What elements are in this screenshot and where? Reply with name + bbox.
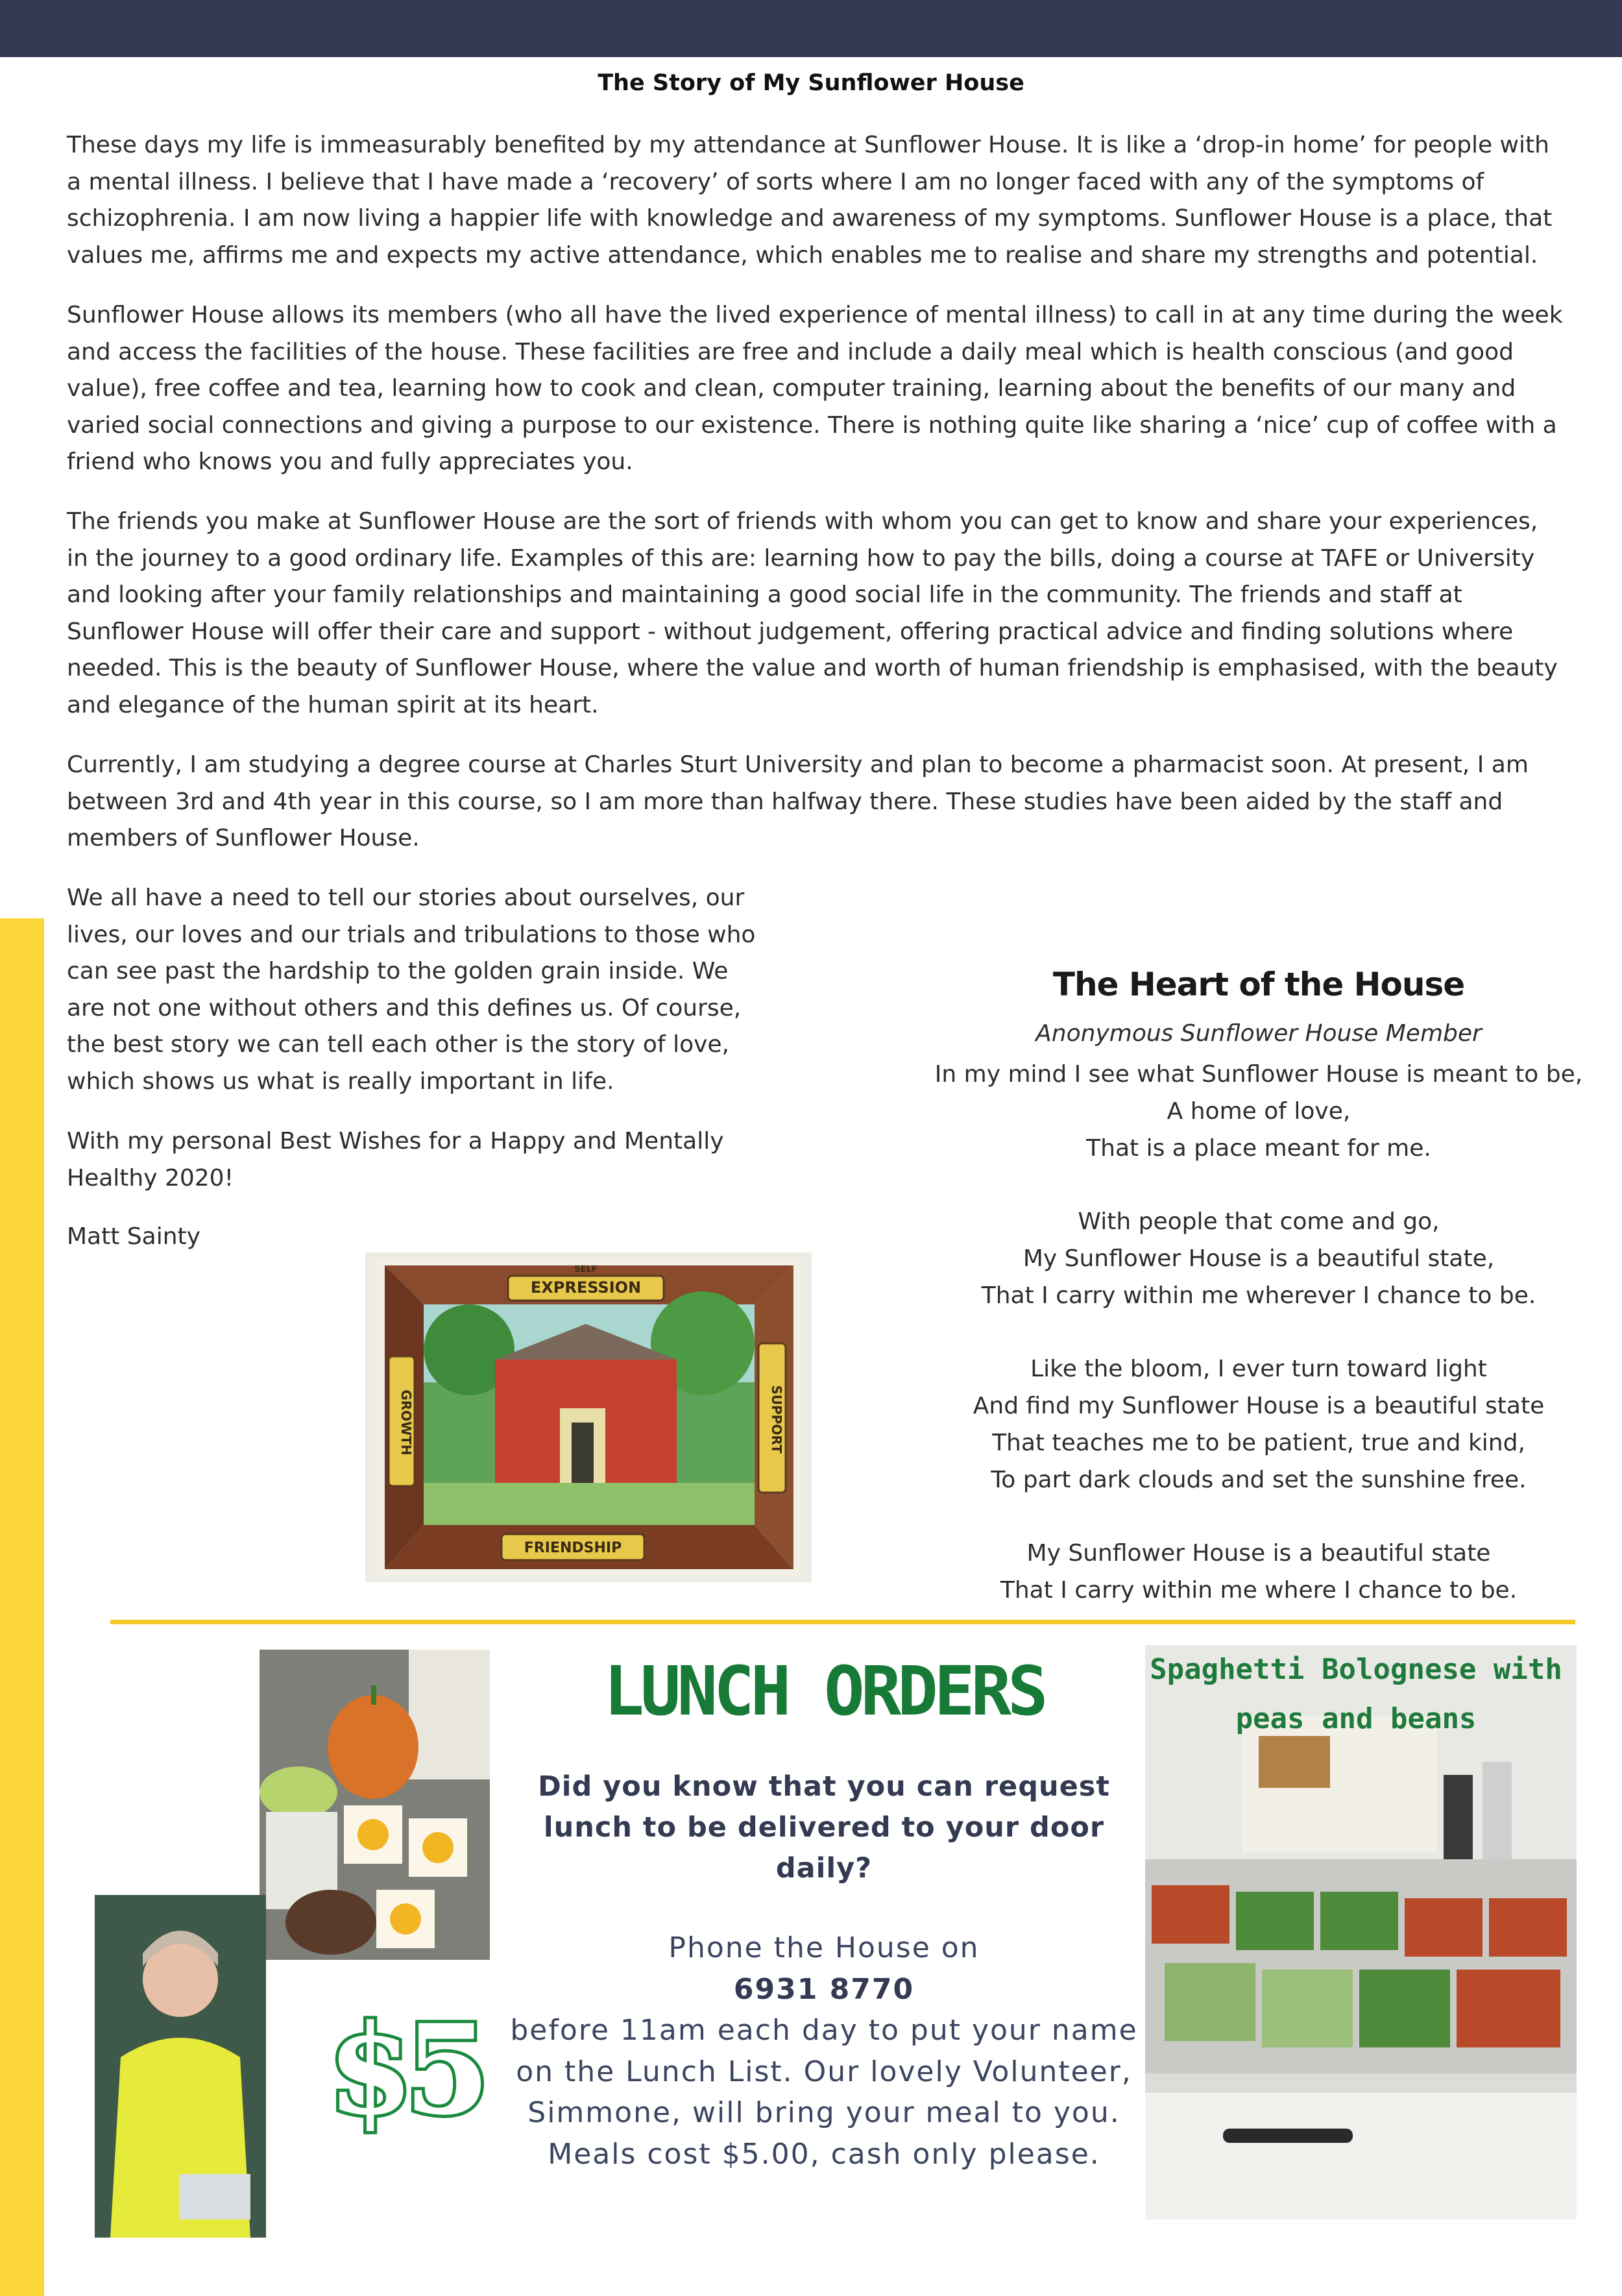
price-badge: $5 (328, 1997, 481, 2142)
painting-label-support: SUPPORT (769, 1385, 784, 1454)
story-paragraph-2: Sunflower House allows its members (who all have the lived experience of mental illness) to call in at any time during the week and access the facilities of the house. These facilities are free and include a daily meal which is health conscious (and good value), free coffee and tea, learning how to cook and clean, computer training, learning about the benefits of our many and varied social connections and giving a purpose to our existence. There is nothing quite like sharing a ‘nice’ cup of coffee with a friend who knows you and fully appreciates you. (67, 302, 1563, 475)
volunteer-photo (95, 1895, 266, 2238)
lunch-phone-number[interactable]: 6931 8770 (733, 1972, 915, 2006)
story-signature: Matt Sainty (67, 1223, 200, 1250)
painting-graphic (365, 1252, 812, 1582)
poem-line: A home of love, (1167, 1097, 1351, 1125)
painting-label-self: SELF (574, 1265, 598, 1275)
painting-label-growth: GROWTH (398, 1389, 414, 1456)
meals-photo-caption: Spaghetti Bolognese with peas and beans (1150, 1653, 1562, 1735)
section-divider (110, 1620, 1575, 1624)
lunch-phone-intro: Phone the House on (668, 1931, 980, 1964)
poem-line: That teaches me to be patient, true and kind, (992, 1429, 1525, 1456)
story-paragraph-6: With my personal Best Wishes for a Happy and Mentally Healthy 2020! (67, 1128, 724, 1191)
lunch-instructions: before 11am each day to put your name on the Lunch List. Our lovely Volunteer, Simmone, will bring your meal to you. (510, 2014, 1138, 2129)
teapot-cakes-graphic (260, 1650, 490, 1960)
lunch-question: Did you know that you can request lunch to be delivered to your door daily? (538, 1770, 1110, 1885)
side-accent-bar (0, 918, 44, 2296)
poem-title: The Heart of the House (1052, 966, 1465, 1003)
poem-line: That I carry within me wherever I chance to be. (981, 1282, 1536, 1309)
poem-line: In my mind I see what Sunflower House is meant to be, (934, 1061, 1583, 1088)
poem-line: With people that come and go, (1078, 1208, 1440, 1236)
poem-line: My Sunflower House is a beautiful state, (1023, 1245, 1495, 1272)
poem-line (908, 1315, 1609, 1352)
story-title: The Story of My Sunflower House (598, 70, 1024, 96)
story-paragraph-1: These days my life is immeasurably benefited by my attendance at Sunflower House. It is like a ‘drop-in home’ for people with a mental illness. I believe that I have made a ‘recovery’ of sorts where I am no longer faced with any of the symptoms of schizophrenia. I am now living a happier life with knowledge and awareness of my symptoms. Sunflower House is a place, that values me, affirms me and expects my active attendance, which enables me to realise and share my strengths and potential. (67, 132, 1553, 269)
poem-author: Anonymous Sunflower House Member (1035, 1020, 1482, 1047)
poem-line: And find my Sunflower House is a beautiful state (973, 1393, 1545, 1420)
poem-line (908, 1499, 1609, 1536)
story-paragraph-5: We all have a need to tell our stories about ourselves, our lives, our loves and our trials and tribulations to those who can see past the hardship to the golden grain inside. We are not one without others and this defines us. Of course, the best story we can tell each other is the story of love, which shows us what is really important in life. (67, 885, 756, 1095)
poem-line: That I carry within me where I chance to be. (1000, 1577, 1518, 1604)
top-banner (0, 0, 1622, 57)
lunch-details (500, 1927, 1148, 2175)
painting-label-expression: EXPRESSION (530, 1278, 642, 1297)
lunch-price-note: Meals cost $5.00, cash only please. (548, 2137, 1100, 2171)
poem-line: My Sunflower House is a beautiful state (1026, 1540, 1491, 1567)
poem-line: Like the bloom, I ever turn toward light (1030, 1356, 1487, 1383)
teapot-cakes-photo (260, 1650, 490, 1960)
poem-line: To part dark clouds and set the sunshine free. (991, 1466, 1527, 1493)
volunteer-graphic (95, 1895, 266, 2238)
painting-label-friendship: FRIENDSHIP (524, 1540, 622, 1556)
story-paragraph-3: The friends you make at Sunflower House are the sort of friends with whom you can get to know and share your experiences, in the journey to a good ordinary life. Examples of this are: learning how to pay the bills, doing a course at TAFE or University and looking after your family relationships and maintaining a good social life in the community. The friends and staff at Sunflower House will offer their care and support - without judgement, offering practical advice and finding solutions where needed. This is the beauty of Sunflower House, where the value and worth of human friendship is emphasised, with the beauty and elegance of the human spirit at its heart. (67, 508, 1558, 718)
poem-line: That is a place meant for me. (1086, 1134, 1431, 1162)
poem-line (908, 1167, 1609, 1204)
poem-body (908, 1056, 1609, 1609)
painting-image (365, 1252, 812, 1582)
story-paragraph-4: Currently, I am studying a degree course at Charles Sturt University and plan to become a pharmacist soon. At present, I am between 3rd and 4th year in this course, so I am more than halfway there. These studies have been aided by the staff and members of Sunflower House. (67, 751, 1529, 851)
lunch-orders-title: LUNCH ORDERS (603, 1652, 1045, 1731)
